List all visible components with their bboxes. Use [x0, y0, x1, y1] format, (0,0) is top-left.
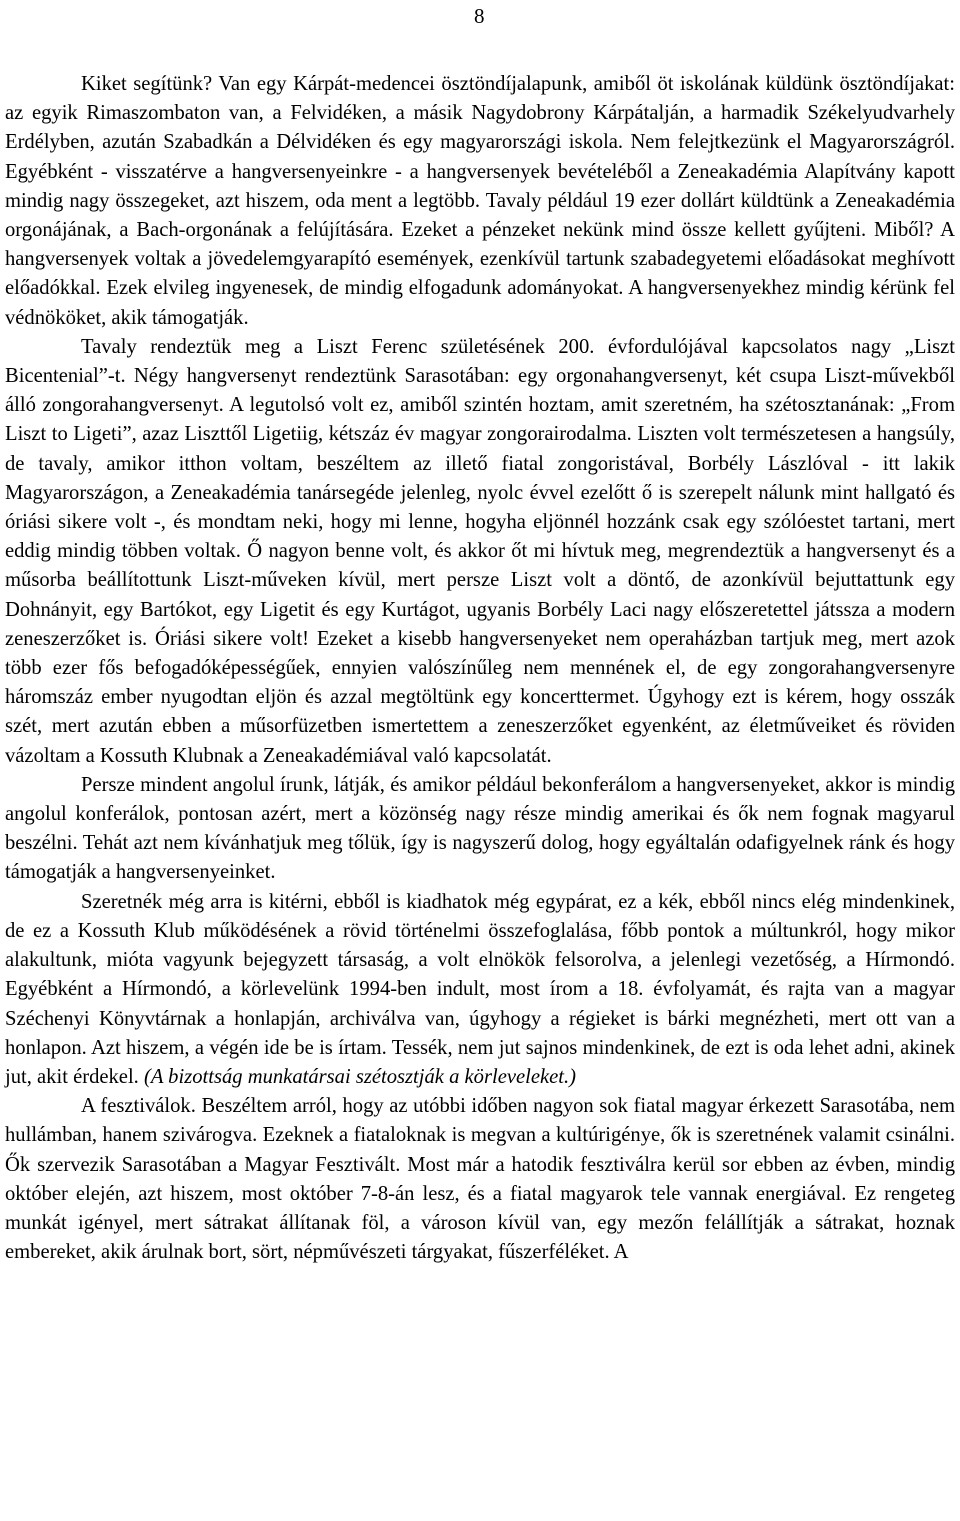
paragraph-1-text: Kiket segítünk? Van egy Kárpát-medencei ösztöndíjalapunk, amiből öt iskolának küldünk ösztöndíjakat: az egyik Rimaszombaton van, a Felvidéken, a másik Nagydobrony Kárpátalján, a harmadik Székelyudvarhely Erdélyben, azután Szabadkán a Délvidéken és egy magyarországi iskola. Nem felejtkezünk el Magyarországról. Egyébként - visszatérve a hangversenyeinkre - a hangversenyek bevételéből a Zeneakadémia Alapítvány kapott mindig nagy összegeket, azt hiszem, oda ment a legtöbb. Tavaly például 19 ezer dollárt küldtünk a Zeneakadémia orgonájának, a Bach-orgonának a felújítására. Ezeket a pénzeket nekünk mind össze kellett gyűjteni. Miből? A hangversenyek voltak a jövedelemgyarapító események, ezenkívül tartunk szabadegyetemi előadásokat meghívott előadókkal. Ezek elvileg ingyenesek, de mindig elfogadunk adományokat. A hangversenyekhez mindig kérünk fel védnököket, akik támogatják.: [5, 73, 955, 329]
paragraph-3-text: Persze mindent angolul írunk, látják, és amikor például bekonferálom a hangversenyeket, akkor is mindig angolul konferálok, pontosan azért, mert a közönség nagy része mindig amerikai és ők nem fognak magyarul beszélni. Tehát azt nem kívánhatjuk meg tőlük, így is nagyszerű dolog, hogy egyáltalán odafigyelnek ránk és hogy támogatják a hangversenyeinket.: [5, 773, 955, 884]
paragraph-4-italic-note: (A bizottság munkatársai szétosztják a körleveleket.): [143, 1065, 576, 1088]
paragraph-1: [5, 70, 955, 333]
paragraph-2-text: Tavaly rendeztük meg a Liszt Ferenc születésének 200. évfordulójával kapcsolatos nagy „Liszt Bicentenial”-t. Négy hangversenyt rendeztünk Sarasotában: egy orgonahangversenyt, két csupa Liszt-művekből álló zongorahangversenyt. A legutolsó volt ez, amiből szintén hoztam, amit szeretném, ha szétosztanának: „From Liszt to Ligeti”, azaz Liszttől Ligetiig, kétszáz év magyar zongorairodalma. Liszten volt természetesen a hangsúly, de tavaly, amikor itthon voltam, beszéltem az illető fiatal zongoristával, Borbély Lászlóval - itt lakik Magyarországon, a Zeneakadémia tanársegéde jelenleg, nyolc évvel ezelőtt ő is szerepelt nálunk mint hallgató és óriási sikere volt -, és mondtam neki, hogy mi lenne, hogyha eljönnél hozzánk csak egy szólóestet tartani, mert eddig mindig többen voltak. Ő nagyon benne volt, és akkor őt mi hívtuk meg, megrendeztük a hangversenyt és a műsorba beállítottunk Liszt-műveken kívül, mert persze Liszt volt a döntő, de azonkívül bejuttattunk egy Dohnányit, egy Bartókot, egy Ligetit és egy Kurtágot, ugyanis Borbély Laci nagy előszeretettel játssza a modern zeneszerzőket is. Óriási sikere volt! Ezeket a kisebb hangversenyeket nem operaházban tartjuk meg, mert azok több ezer fős befogadóképességűek, ennyien valószínűleg nem mennének el, de egy zongorahangversenyre háromszáz ember nyugodtan eljön és azzal megtöltünk egy koncerttermet. Úgyhogy ezt is kérem, hogy osszák szét, mert azután ebben a műsorfüzetben ismertettem a zeneszerzőket egyenként, az életműveiket és röviden vázoltam a Kossuth Klubnak a Zeneakadémiával való kapcsolatát.: [5, 335, 955, 767]
paragraph-4: [5, 888, 955, 1092]
document-body: [5, 70, 955, 1267]
paragraph-2: [5, 333, 955, 771]
paragraph-3: [5, 771, 955, 888]
paragraph-5-text: A fesztiválok. Beszéltem arról, hogy az utóbbi időben nagyon sok fiatal magyar érkezett Sarasotába, nem hullámban, hanem szivárogva. Ezeknek a fiataloknak is megvan a kultúrigénye, ők is szeretnének valamit csinálni. Ők szervezik Sarasotában a Magyar Fesztivált. Most már a hatodik fesztiválra kerül sor ebben az évben, mindig október elején, azt hiszem, most október 7-8-án lesz, és a fiatal magyarok tele vannak energiával. Ez rengeteg munkát igényel, mert sátrakat állítanak föl, a városon kívül van, egy mezőn felállítják a sátrakat, hoznak embereket, akik árulnak bort, sört, népművészeti tárgyakat, fűszerféléket. A: [5, 1095, 955, 1264]
paragraph-4-text: Szeretnék még arra is kitérni, ebből is kiadhatok még egypárat, ez a kék, ebből nincs elég mindenkinek, de ez a Kossuth Klub működésének a rövid történelmi összefoglalása, főbb pontok a múltunkról, hogy mikor alakultunk, mióta vagyunk bejegyzett társaság, a volt elnökök felsorolva, a jelenlegi vezetőség, a Hírmondó. Egyébként a Hírmondó, a körlevelünk 1994-ben indult, most írom a 18. évfolyamát, és rajta van a magyar Széchenyi Könyvtárnak a honlapján, archiválva van, úgyhogy a régieket is bárki megnézheti, mert ott van a honlapon. Azt hiszem, a végén ide be is írtam. Tessék, nem jut sajnos mindenkinek, de ezt is oda lehet adni, akinek jut, akit érdekel.: [5, 890, 955, 1088]
paragraph-5: [5, 1092, 955, 1267]
page-number: 8: [474, 4, 485, 28]
